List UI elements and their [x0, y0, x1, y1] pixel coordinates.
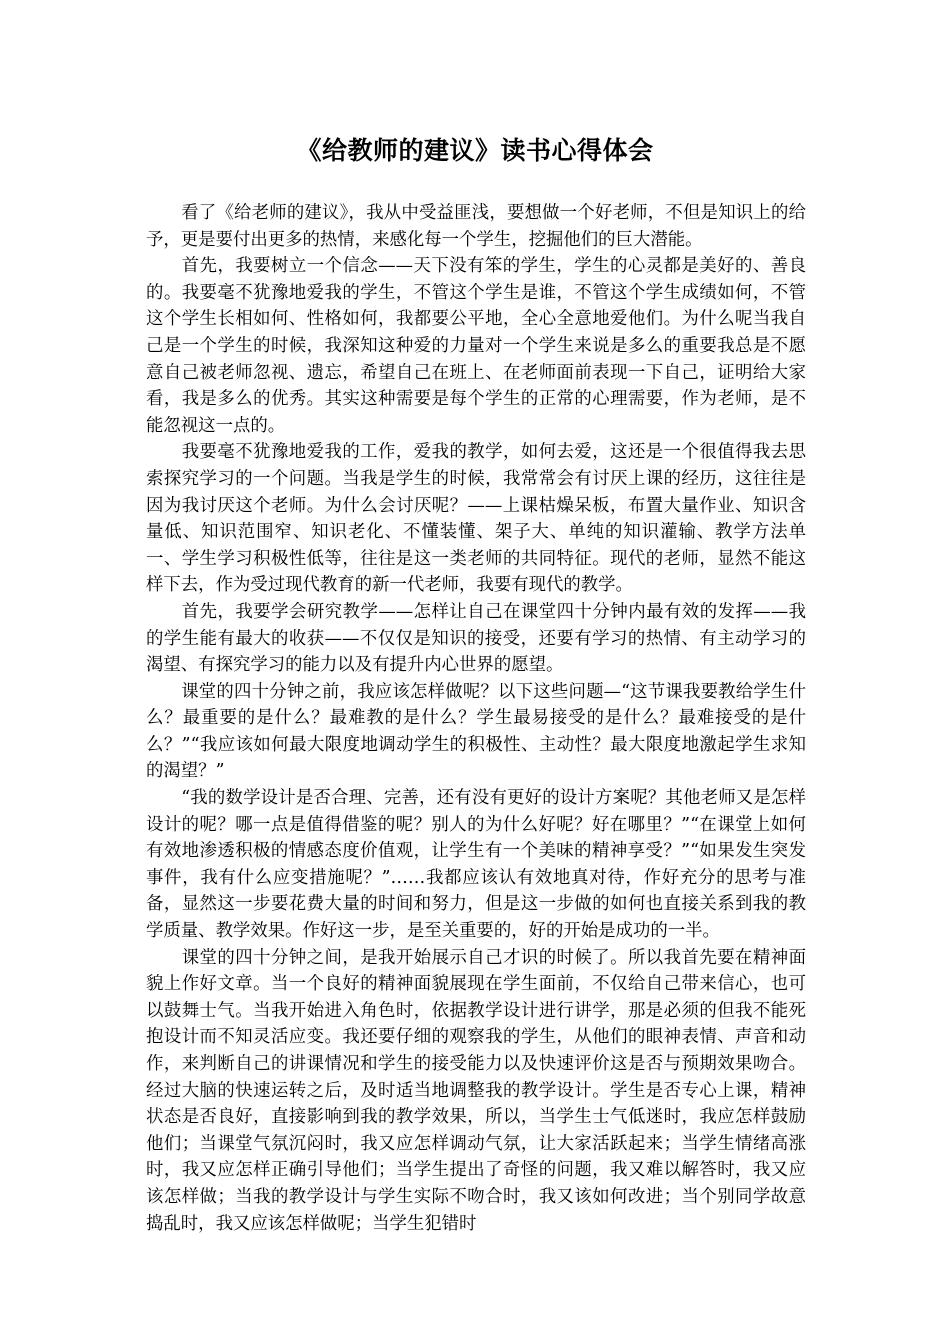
paragraph: 看了《给老师的建议》，我从中受益匪浅，要想做一个好老师，不但是知识上的给予，更是要付出更多的热情，来感化每一个学生，挖掘他们的巨大潜能。	[146, 203, 806, 250]
paragraph: 我要毫不犹豫地爱我的工作，爱我的教学，如何去爱，这还是一个很值得我去思索探究学习的一个问题。当我是学生的时候，我常常会有讨厌上课的经历，这往往是因为我讨厌这个老师。为什么会讨厌呢？——上课枯燥呆板，布置大量作业、知识含量低、知识范围窄、知识老化、不懂装懂、架子大、单纯的知识灌输、教学方法单一、学生学习积极性低等，往往是这一类老师的共同特征。现代的老师，显然不能这样下去，作为受过现代教育的新一代老师，我要有现代的教学。	[146, 442, 806, 596]
document-title: 《给教师的建议》读书心得体会	[296, 136, 654, 165]
paragraph: “我的数学设计是否合理、完善，还有没有更好的设计方案呢？其他老师又是怎样设计的呢？哪一点是值得借鉴的呢？别人的为什么好呢？好在哪里？”“在课堂上如何有效地渗透积极的情感态度价值观，让学生有一个美味的精神享受？”“如果发生突发事件，我有什么应变措施呢？”……我都应该认有效地真对待，作好充分的思考与准备，显然这一步要花费大量的时间和努力，但是这一步做的如何也直接关系到我的教学质量、教学效果。作好这一步，是至关重要的，好的开始是成功的一半。	[146, 788, 806, 942]
paragraph: 课堂的四十分钟之间，是我开始展示自己才识的时候了。所以我首先要在精神面貌上作好文章。当一个良好的精神面貌展现在学生面前，不仅给自己带来信心，也可以鼓舞士气。当我开始进入角色时，依据教学设计进行讲学，那是必须的但我不能死抱设计而不知灵活应变。我还要仔细的观察我的学生，从他们的眼神表情、声音和动作，来判断自己的讲课情况和学生的接受能力以及快速评价这是否与预期效果吻合。经过大脑的快速运转之后，及时适当地调整我的教学设计。学生是否专心上课，精神状态是否良好，直接影响到我的教学效果，所以，当学生士气低迷时，我应怎样鼓励他们；当课堂气氛沉闷时，我又应怎样调动气氛，让大家活跃起来；当学生情绪高涨时，我又应怎样正确引导他们；当学生提出了奇怪的问题，我又难以解答时，我又应该怎样做；当我的教学设计与学生实际不吻合时，我又该如何改进；当个别同学故意捣乱时，我又应该怎样做呢；当学生犯错时	[146, 947, 806, 1234]
document-body	[146, 200, 806, 1237]
paragraph: 首先，我要学会研究教学——怎样让自己在课堂四十分钟内最有效的发挥——我的学生能有最大的收获——不仅仅是知识的接受，还要有学习的热情、有主动学习的渴望、有探究学习的能力以及有提升内心世界的愿望。	[146, 601, 806, 676]
paragraph: 课堂的四十分钟之前，我应该怎样做呢？以下这些问题—“这节课我要教给学生什么？最重要的是什么？最难教的是什么？学生最易接受的是什么？最难接受的是什么？”“我应该如何最大限度地调动学生的积极性、主动性？最大限度地激起学生求知的渴望？”	[146, 681, 806, 782]
paragraph: 首先，我要树立一个信念——天下没有笨的学生，学生的心灵都是美好的、善良的。我要毫不犹豫地爱我的学生，不管这个学生是谁，不管这个学生成绩如何，不管这个学生长相如何、性格如何，我都要公平地，全心全意地爱他们。为什么呢当我自己是一个学生的时候，我深知这种爱的力量对一个学生来说是多么的重要我总是不愿意自己被老师忽视、遗忘，希望自己在班上、在老师面前表现一下自己，证明给大家看，我是多么的优秀。其实这种需要是每个学生的正常的心理需要，作为老师，是不能忽视这一点的。	[146, 256, 806, 436]
